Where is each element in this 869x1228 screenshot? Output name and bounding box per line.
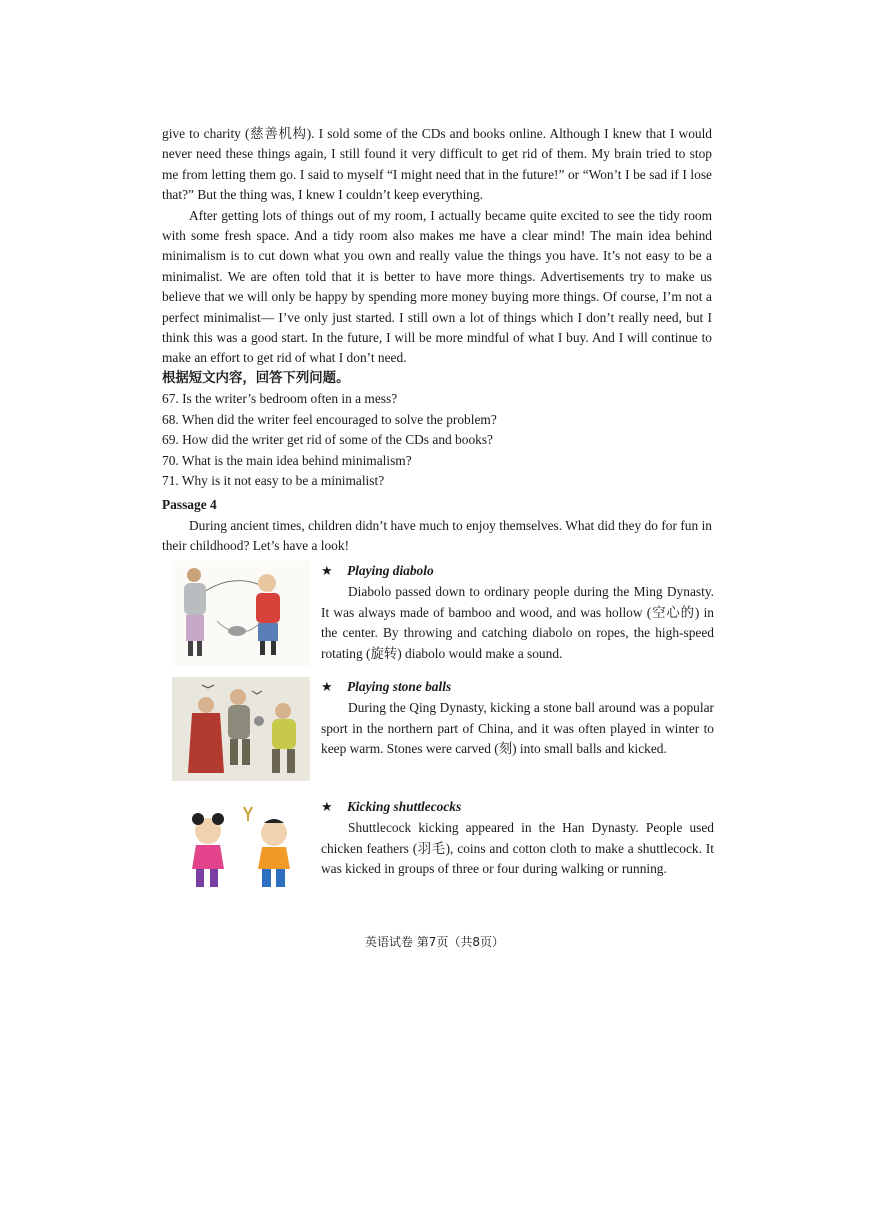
item-diabolo [172, 561, 712, 671]
question: 67. Is the writer’s bedroom often in a mess? [162, 391, 398, 407]
item-description: During the Qing Dynasty, kicking a stone ball around was a popular sport in the northern part of China, and it was often played in winter to keep warm. Stones were carved (刻) into small balls and kicked. [321, 700, 714, 757]
diabolo-illustration [172, 561, 310, 666]
instruction: 根据短文内容，回答下列问题。 [162, 370, 350, 386]
star-icon: ★ [321, 564, 333, 579]
passage-heading: Passage 4 [162, 497, 217, 513]
question: 69. How did the writer get rid of some of the CDs and books? [162, 432, 493, 448]
item-title: Playing stone balls [347, 679, 452, 694]
item-title: Kicking shuttlecocks [347, 799, 462, 814]
paragraph: During ancient times, children didn’t have much to enjoy themselves. What did they do for fun in their childhood? Let’s have a look! [162, 517, 712, 554]
item-description: Shuttlecock kicking appeared in the Han Dynasty. People used chicken feathers (羽毛), coins and cotton cloth to make a shuttlecock. It was kicked in groups of three or four during walking or running. [321, 820, 714, 877]
item-shuttlecocks [172, 797, 712, 907]
paragraph: give to charity (慈善机构). I sold some of the CDs and books online. Although I knew that I would never need these things again, I still found it very difficult to get rid of them. My brain tried to stop me from letting them go. I said to myself “I might need that in the future!” or “Won’t I be sad if I lose that?” But the thing was, I knew I couldn’t keep everything. [162, 126, 712, 203]
item-text [321, 677, 714, 760]
item-title: Playing diabolo [347, 563, 434, 578]
question: 71. Why is it not easy to be a minimalist? [162, 472, 385, 488]
passage-3-body [162, 124, 712, 557]
question: 68. When did the writer feel encouraged to solve the problem? [162, 411, 497, 427]
item-description: Diabolo passed down to ordinary people during the Ming Dynasty. It was always made of bamboo and wood, and was hollow (空心的) in the center. By throwing and catching diabolo on ropes, the high-speed rotating (旋转) diabolo would make a sound. [321, 584, 714, 661]
star-icon: ★ [321, 680, 333, 695]
paragraph: After getting lots of things out of my room, I actually became quite excited to see the tidy room with some fresh space. And a tidy room also makes me have a clear mind! The main idea behind minimalism is to cut down what you own and really value the things you have. It’s not easy to be a minimalist. We are often told that it is better to have more things. Advertisements try to make us believe that we will only be happy by spending more money buying more things. Of course, I’m not a perfect minimalist— I’ve only just started. I still own a lot of things which I don’t really need, but I think this was a good start. In the future, I will be more mindful of what I buy. And I will continue to make an effort to get rid of what I don’t need. [162, 207, 712, 366]
item-stone-balls [172, 677, 712, 787]
shuttlecock-illustration [172, 803, 310, 895]
star-icon: ★ [321, 800, 333, 815]
item-text [321, 561, 714, 664]
stone-balls-illustration [172, 677, 310, 781]
item-text [321, 797, 714, 880]
question: 70. What is the main idea behind minimalism? [162, 452, 412, 468]
page-footer: 英语试卷 第7页（共8页） [364, 935, 505, 949]
